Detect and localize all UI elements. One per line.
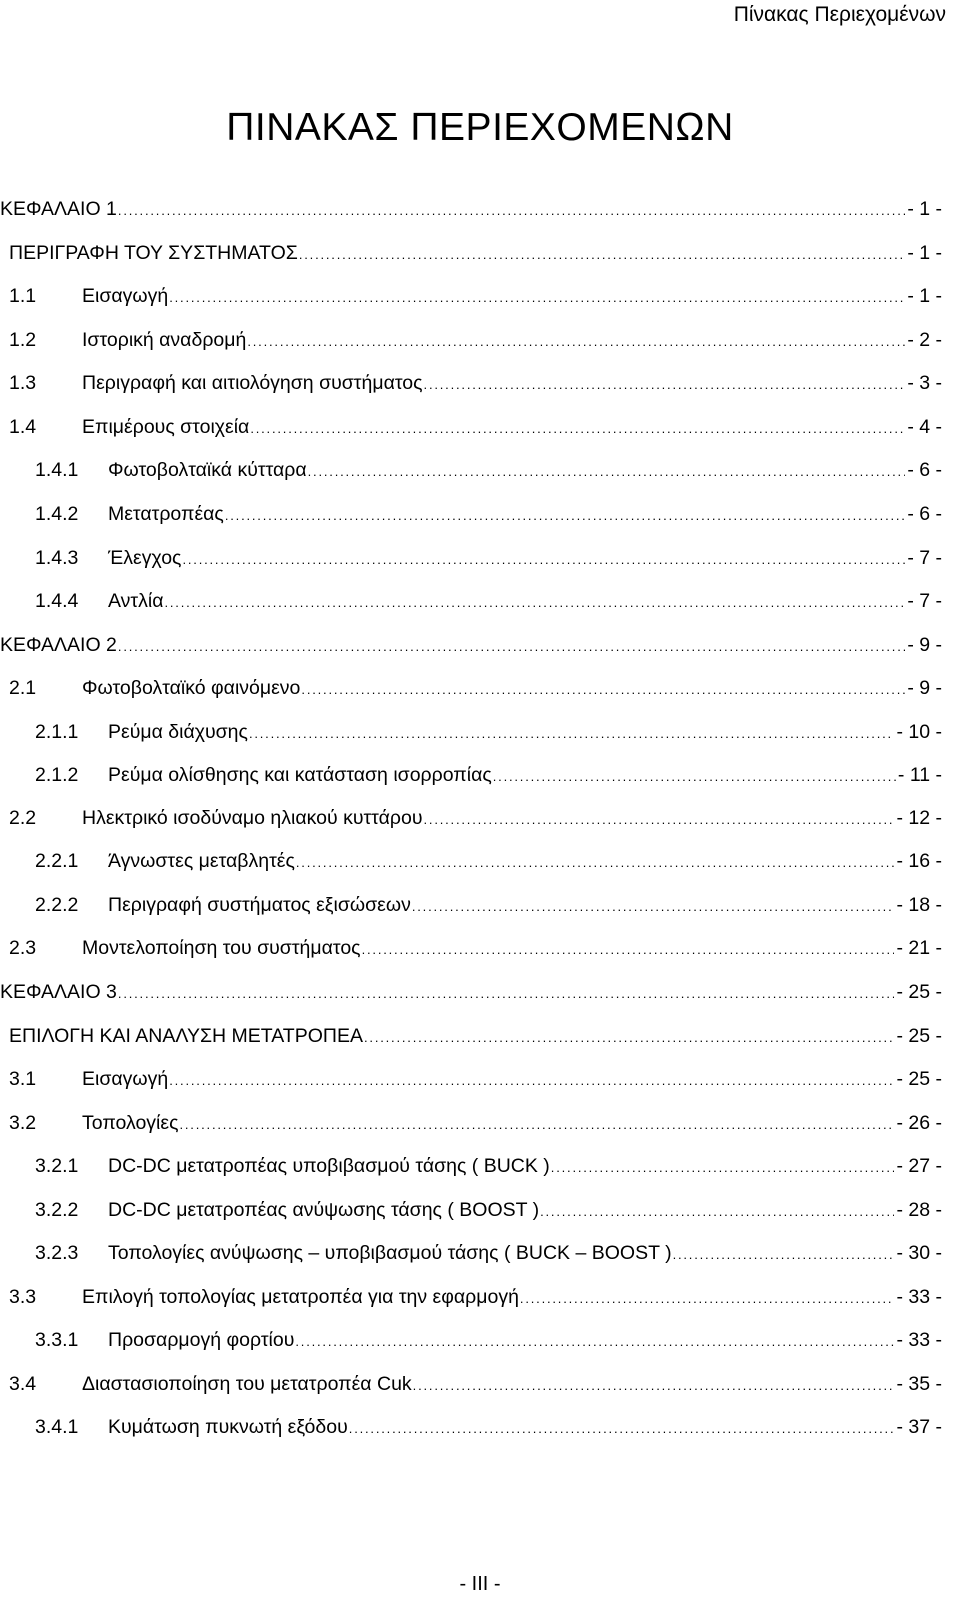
toc-entry-title: Προσαρμογή φορτίου — [108, 1329, 295, 1351]
toc-entry-page: - 37 - — [896, 1416, 942, 1438]
toc-entry-1-4-2[interactable] — [0, 499, 960, 529]
toc-entry-title: Τοπολογίες ανύψωσης – υποβιβασμού τάσης ( BUCK – BOOST ) — [108, 1242, 672, 1264]
toc-entry-page: - 7 - — [907, 590, 942, 612]
toc-entry-3-2-1[interactable] — [0, 1151, 960, 1181]
toc-entry-title: Εισαγωγή — [82, 1068, 169, 1090]
toc-entry-number: 3.2.1 — [35, 1155, 79, 1177]
toc-leader-dots — [520, 1284, 895, 1314]
toc-entry-title: Επιλογή τοπολογίας μετατροπέα για την εφαρμογή — [82, 1286, 519, 1308]
toc-entry-page: - 18 - — [896, 894, 942, 916]
toc-entry-2-1[interactable] — [0, 673, 960, 703]
toc-entry-1-4-1[interactable] — [0, 455, 960, 485]
toc-entry-page: - 16 - — [896, 850, 942, 872]
toc-entry-title: Μοντελοποίηση του συστήματος — [82, 937, 361, 959]
toc-entry-page: - 10 - — [896, 721, 942, 743]
toc-entry-page: - 26 - — [896, 1112, 942, 1134]
toc-entry-title: Άγνωστες μεταβλητές — [108, 850, 295, 872]
toc-entry-title: Αντλία — [108, 590, 164, 612]
toc-entry-number: 1.4.1 — [35, 459, 79, 481]
toc-entry-number: 1.4.3 — [35, 547, 79, 569]
toc-entry-page: - 7 - — [907, 547, 942, 569]
toc-leader-dots — [493, 762, 896, 792]
toc-entry-page: - 1 - — [907, 242, 942, 264]
toc-leader-dots — [225, 501, 906, 531]
toc-entry-1-4[interactable] — [0, 412, 960, 442]
toc-leader-dots — [364, 1023, 894, 1053]
toc-entry-1-4-3[interactable] — [0, 543, 960, 573]
toc-leader-dots — [182, 545, 905, 575]
toc-entry-2-3[interactable] — [0, 933, 960, 963]
toc-entry-system-description[interactable] — [0, 238, 960, 268]
toc-entry-page: - 4 - — [907, 416, 942, 438]
toc-leader-dots — [540, 1197, 894, 1227]
page-number: - III - — [459, 1573, 501, 1595]
toc-entry-2-2[interactable] — [0, 803, 960, 833]
toc-entry-number: 2.2.2 — [35, 894, 79, 916]
toc-entry-number: 1.4.4 — [35, 590, 79, 612]
toc-entry-title: Εισαγωγή — [82, 285, 169, 307]
toc-leader-dots — [118, 632, 905, 662]
toc-entry-2-2-1[interactable] — [0, 846, 960, 876]
toc-entry-title: Περιγραφή συστήματος εξισώσεων — [108, 894, 411, 916]
toc-entry-page: - 6 - — [907, 503, 942, 525]
toc-entry-title: ΚΕΦΑΛΑΙΟ 2 — [0, 634, 117, 656]
toc-entry-title: Διαστασιοποίηση του μετατροπέα Cuk — [82, 1373, 412, 1395]
toc-entry-title: Ρεύμα διάχυσης — [108, 721, 248, 743]
toc-entry-3-2-2[interactable] — [0, 1195, 960, 1225]
toc-entry-page: - 1 - — [907, 198, 942, 220]
toc-entry-title: DC-DC μετατροπέας ανύψωσης τάσης ( BOOST ) — [108, 1199, 540, 1221]
toc-entry-chapter-3[interactable] — [0, 977, 960, 1007]
toc-entry-2-1-1[interactable] — [0, 717, 960, 747]
toc-entry-number: 3.3 — [9, 1286, 37, 1308]
running-header: Πίνακας Περιεχομένων — [733, 3, 946, 26]
toc-entry-page: - 3 - — [907, 372, 942, 394]
toc-entry-3-4[interactable] — [0, 1369, 960, 1399]
toc-entry-number: 2.2.1 — [35, 850, 79, 872]
toc-entry-title: Τοπολογίες — [82, 1112, 179, 1134]
toc-entry-page: - 30 - — [896, 1242, 942, 1264]
toc-entry-page: - 21 - — [896, 937, 942, 959]
toc-entry-number: 2.1.2 — [35, 764, 79, 786]
toc-entry-title: Φωτοβολταϊκά κύτταρα — [108, 459, 307, 481]
toc-leader-dots — [299, 240, 906, 270]
toc-entry-page: - 25 - — [896, 1068, 942, 1090]
toc-entry-number: 3.4 — [9, 1373, 37, 1395]
toc-entry-1-4-4[interactable] — [0, 586, 960, 616]
toc-leader-dots — [301, 675, 905, 705]
toc-entry-1-2[interactable] — [0, 325, 960, 355]
toc-entry-3-3-1[interactable] — [0, 1325, 960, 1355]
toc-entry-page: - 9 - — [907, 677, 942, 699]
toc-entry-page: - 33 - — [896, 1286, 942, 1308]
toc-entry-1-3[interactable] — [0, 368, 960, 398]
toc-entry-title: ΚΕΦΑΛΑΙΟ 1 — [0, 198, 117, 220]
toc-title: ΠΙΝΑΚΑΣ ΠΕΡΙΕΧΟΜΕΝΩΝ — [226, 106, 734, 149]
toc-entry-number: 1.4 — [9, 416, 37, 438]
toc-leader-dots — [673, 1240, 895, 1270]
toc-entry-page: - 11 - — [897, 764, 942, 786]
toc-entry-page: - 6 - — [907, 459, 942, 481]
toc-entry-title: Ιστορική αναδρομή — [82, 329, 247, 351]
toc-entry-converter-selection[interactable] — [0, 1021, 960, 1051]
toc-entry-page: - 12 - — [896, 807, 942, 829]
toc-entry-number: 1.1 — [9, 285, 37, 307]
toc-entry-2-2-2[interactable] — [0, 890, 960, 920]
toc-entry-number: 2.1.1 — [35, 721, 79, 743]
toc-entry-number: 1.4.2 — [35, 503, 79, 525]
toc-leader-dots — [249, 719, 895, 749]
toc-entry-page: - 25 - — [896, 981, 942, 1003]
toc-entry-chapter-2[interactable] — [0, 630, 960, 660]
toc-entry-page: - 1 - — [907, 285, 942, 307]
toc-leader-dots — [412, 892, 895, 922]
toc-entry-title: Ρεύμα ολίσθησης και κατάσταση ισορροπίας — [108, 764, 492, 786]
toc-entry-page: - 28 - — [896, 1199, 942, 1221]
toc-entry-3-3[interactable] — [0, 1282, 960, 1312]
toc-entry-title: ΕΠΙΛΟΓΗ ΚΑΙ ΑΝΑΛΥΣΗ ΜΕΤΑΤΡΟΠΕΑ — [9, 1025, 363, 1047]
toc-leader-dots — [349, 1414, 895, 1444]
toc-leader-dots — [179, 1110, 894, 1140]
toc-entry-title: DC-DC μετατροπέας υποβιβασμού τάσης ( BUCK ) — [108, 1155, 550, 1177]
toc-leader-dots — [362, 935, 895, 965]
toc-entry-title: Φωτοβολταϊκό φαινόμενο — [82, 677, 301, 699]
toc-entry-3-4-1[interactable] — [0, 1412, 960, 1442]
toc-entry-title: Επιμέρους στοιχεία — [82, 416, 250, 438]
toc-entry-number: 3.2.2 — [35, 1199, 79, 1221]
toc-entry-page: - 27 - — [896, 1155, 942, 1177]
toc-entry-number: 1.2 — [9, 329, 37, 351]
toc-entry-title: ΚΕΦΑΛΑΙΟ 3 — [0, 981, 117, 1003]
toc-entry-title: Κυμάτωση πυκνωτή εξόδου — [108, 1416, 348, 1438]
toc-entry-title: Έλεγχος — [108, 547, 182, 569]
toc-leader-dots — [424, 370, 906, 400]
toc-entry-title: Ηλεκτρικό ισοδύναμο ηλιακού κυττάρου — [82, 807, 423, 829]
toc-leader-dots — [169, 283, 905, 313]
toc-entry-page: - 35 - — [896, 1373, 942, 1395]
toc-leader-dots — [551, 1153, 895, 1183]
toc-entry-number: 3.4.1 — [35, 1416, 79, 1438]
toc-entry-number: 1.3 — [9, 372, 37, 394]
toc-entry-2-1-2[interactable] — [0, 760, 960, 790]
toc-entry-number: 3.2.3 — [35, 1242, 79, 1264]
toc-entry-page: - 33 - — [896, 1329, 942, 1351]
toc-entry-page: - 9 - — [907, 634, 942, 656]
toc-entry-number: 2.3 — [9, 937, 37, 959]
toc-entry-3-2[interactable] — [0, 1108, 960, 1138]
toc-leader-dots — [295, 1327, 894, 1357]
toc-entry-number: 3.2 — [9, 1112, 37, 1134]
toc-entry-number: 3.3.1 — [35, 1329, 79, 1351]
toc-entry-page: - 2 - — [907, 329, 942, 351]
toc-leader-dots — [247, 327, 905, 357]
toc-leader-dots — [424, 805, 895, 835]
toc-entry-3-1[interactable] — [0, 1064, 960, 1094]
toc-leader-dots — [250, 414, 905, 444]
toc-leader-dots — [413, 1371, 895, 1401]
toc-entry-1-1[interactable] — [0, 281, 960, 311]
toc-leader-dots — [118, 196, 905, 226]
toc-leader-dots — [118, 979, 895, 1009]
toc-entry-chapter-1[interactable] — [0, 194, 960, 224]
toc-leader-dots — [308, 457, 906, 487]
toc-leader-dots — [169, 1066, 894, 1096]
toc-entry-page: - 25 - — [896, 1025, 942, 1047]
toc-entry-3-2-3[interactable] — [0, 1238, 960, 1268]
toc-entry-number: 2.1 — [9, 677, 37, 699]
toc-entry-title: ΠΕΡΙΓΡΑΦΗ ΤΟΥ ΣΥΣΤΗΜΑΤΟΣ — [9, 242, 298, 264]
toc-leader-dots — [296, 848, 895, 878]
toc-entry-number: 2.2 — [9, 807, 37, 829]
toc-entry-title: Μετατροπέας — [108, 503, 224, 525]
toc-entry-number: 3.1 — [9, 1068, 37, 1090]
toc-leader-dots — [164, 588, 905, 618]
toc-entry-title: Περιγραφή και αιτιολόγηση συστήματος — [82, 372, 423, 394]
